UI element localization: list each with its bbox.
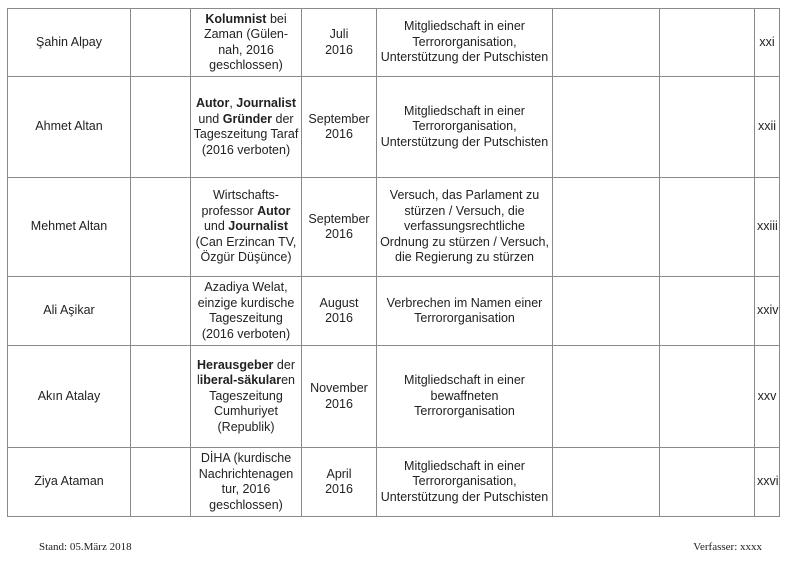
empty-cell	[131, 77, 191, 178]
profession-text: und	[203, 219, 229, 234]
profession-text: Wirtschafts-professor	[201, 188, 279, 218]
arrest-date	[302, 346, 377, 448]
profession-text: bei Zaman (Gülen-nah, 2016 geschlossen)	[203, 11, 289, 72]
profession-bold-text: Journalist	[236, 96, 297, 110]
empty-cell	[131, 448, 191, 517]
profession-text: DİHA (kurdische Nachrichtenagen tur, 2016 geschlossen)	[198, 451, 294, 512]
profession-bold-text: Kolumnist	[205, 11, 267, 26]
person-name: Mehmet Altan	[8, 178, 131, 277]
person-name: Ali Aşikar	[8, 277, 131, 346]
profession-cell	[191, 277, 302, 346]
arrest-date	[302, 9, 377, 77]
charge-cell: Mitgliedschaft in einer bewaffneten Terrororganisation	[377, 346, 553, 448]
empty-cell	[553, 277, 660, 346]
charge-cell: Mitgliedschaft in einer Terrororganisation, Unterstützung der Putschisten	[377, 77, 553, 178]
table-row	[8, 9, 780, 77]
profession-cell	[191, 9, 302, 77]
empty-cell	[660, 346, 755, 448]
charge-cell: Mitgliedschaft in einer Terrororganisation, Unterstützung der Putschisten	[377, 448, 553, 517]
profession-text: der l	[197, 357, 295, 388]
arrest-month: September	[308, 111, 370, 126]
profession-cell	[191, 448, 302, 517]
profession-text: ,	[229, 96, 237, 110]
profession-cell	[191, 346, 302, 448]
profession-cell	[191, 178, 302, 277]
footnote-ref: xxii	[755, 77, 780, 178]
empty-cell	[131, 9, 191, 77]
arrest-month: November	[310, 381, 368, 395]
profession-cell	[191, 77, 302, 178]
arrest-year: 2016	[325, 396, 353, 411]
person-name: Akın Atalay	[8, 346, 131, 448]
footer-date: Stand: 05.März 2018	[39, 541, 132, 553]
arrest-year: 2016	[325, 311, 353, 325]
profession-bold-text: Autor	[257, 203, 291, 218]
empty-cell	[553, 178, 660, 277]
empty-cell	[660, 277, 755, 346]
empty-cell	[553, 9, 660, 77]
footer-author: Verfasser: xxxx	[693, 541, 762, 553]
profession-bold-text: iberal-säkular	[199, 373, 282, 388]
profession-bold-text: Journalist	[228, 219, 289, 234]
arrest-date	[302, 448, 377, 517]
arrest-date	[302, 77, 377, 178]
table-body	[8, 9, 780, 517]
person-name: Şahin Alpay	[8, 9, 131, 77]
table-row	[8, 346, 780, 448]
arrest-year: 2016	[325, 127, 353, 141]
table-row	[8, 178, 780, 277]
footnote-ref: xxv	[755, 346, 780, 448]
footnote-ref: xxi	[755, 9, 780, 77]
profession-text: Azadiya Welat, einzige kurdische Tageszeitung (2016 verboten)	[197, 280, 295, 341]
charge-cell: Versuch, das Parlament zu stürzen / Versuch, die verfassungsrechtliche Ordnung zu stürzen / Versuch, die Regierung zu stürzen	[377, 178, 553, 277]
table-row	[8, 277, 780, 346]
profession-text: der Tageszeitung Taraf (2016 verboten)	[193, 111, 299, 157]
empty-cell	[553, 77, 660, 178]
empty-cell	[131, 178, 191, 277]
footnote-ref: xxvi	[755, 448, 780, 517]
empty-cell	[553, 448, 660, 517]
arrest-year: 2016	[325, 227, 353, 241]
profession-text: en Tageszeitung Cumhuriyet (Republik)	[209, 373, 295, 434]
person-name: Ziya Ataman	[8, 448, 131, 517]
footnote-ref: xxiv	[755, 277, 780, 346]
arrest-month: Juli	[329, 27, 349, 41]
prisoners-table	[7, 8, 780, 517]
empty-cell	[660, 448, 755, 517]
charge-cell: Verbrechen im Namen einer Terrororganisation	[377, 277, 553, 346]
empty-cell	[131, 277, 191, 346]
arrest-year: 2016	[325, 42, 353, 57]
profession-text: (Can Erzincan TV, Özgür Düşünce)	[195, 234, 297, 265]
profession-text: und	[198, 111, 223, 126]
empty-cell	[660, 9, 755, 77]
empty-cell	[131, 346, 191, 448]
empty-cell	[553, 346, 660, 448]
footnote-ref: xxiii	[755, 178, 780, 277]
table-row	[8, 448, 780, 517]
arrest-date	[302, 178, 377, 277]
person-name: Ahmet Altan	[8, 77, 131, 178]
arrest-month: August	[319, 295, 359, 310]
charge-cell: Mitgliedschaft in einer Terrororganisation, Unterstützung der Putschisten	[377, 9, 553, 77]
table-row	[8, 77, 780, 178]
arrest-date	[302, 277, 377, 346]
profession-bold-text: Gründer	[222, 111, 273, 126]
arrest-month: September	[308, 211, 370, 226]
empty-cell	[660, 77, 755, 178]
arrest-year: 2016	[325, 482, 353, 496]
empty-cell	[660, 178, 755, 277]
profession-bold-text: Autor	[195, 96, 230, 110]
profession-bold-text: Herausgeber	[197, 357, 274, 372]
arrest-month: April	[326, 466, 352, 481]
